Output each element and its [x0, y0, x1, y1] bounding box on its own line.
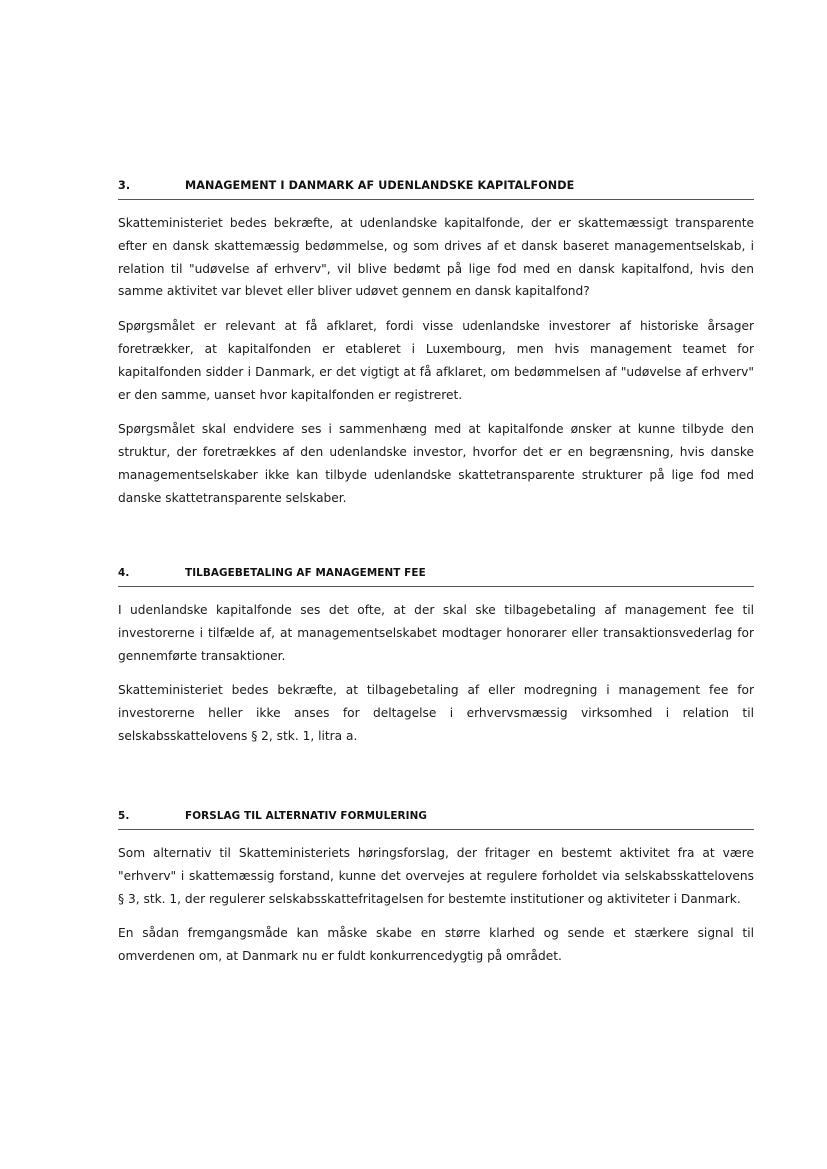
- section-title: FORSLAG TIL ALTERNATIV FORMULERING: [185, 810, 428, 822]
- paragraph: Skatteministeriet bedes bekræfte, at udenlandske kapitalfonde, der er skattemæssigt transparente efter en dansk skattemæssig bedømmelse, og som drives af et dansk baseret managementselskab, i relation til "udøvelse af erhverv", vil blive bedømt på lige fod med en dansk kapitalfond, hvis den samme aktivitet var blevet eller bliver udøvet gennem en dansk kapitalfond?: [118, 216, 754, 299]
- section-number: 5.: [118, 810, 130, 822]
- section-title: TILBAGEBETALING AF MANAGEMENT FEE: [185, 567, 426, 579]
- paragraph: Spørgsmålet er relevant at få afklaret, fordi visse udenlandske investorer af historiske årsager foretrækker, at kapitalfonden er etableret i Luxembourg, men hvis management teamet for kapitalfonden sidder i Danmark, er det vigtigt at få afklaret, om bedømmelsen af "udøvelse af erhverv" er den samme, uanset hvor kapitalfonden er registreret.: [118, 319, 754, 402]
- paragraph: I udenlandske kapitalfonde ses det ofte, at der skal ske tilbagebetaling af management fee til investorerne i tilfælde af, at managementselskabet modtager honorarer eller transaktionsvederlag for gennemførte transaktioner.: [118, 603, 754, 663]
- paragraph: Spørgsmålet skal endvidere ses i sammenhæng med at kapitalfonde ønsker at kunne tilbyde den struktur, der foretrækkes af den udenlandske investor, hvorfor det er en begrænsning, hvis danske managementselskaber ikke kan tilbyde udenlandske skattetransparente strukturer på lige fod med danske skattetransparente selskaber.: [118, 422, 754, 505]
- section-body: [118, 842, 754, 968]
- paragraph: Skatteministeriet bedes bekræfte, at tilbagebetaling af eller modregning i management fee for investorerne heller ikke anses for deltagelse i erhvervsmæssig virksomhed i relation til selskabsskattelovens § 2, stk. 1, litra a.: [118, 683, 754, 743]
- section-heading: [118, 567, 754, 587]
- section-4: [118, 567, 754, 748]
- section-number: 3.: [118, 179, 131, 192]
- paragraph: Som alternativ til Skatteministeriets høringsforslag, der fritager en bestemt aktivitet fra at være "erhverv" i skattemæssig forstand, kunne det overvejes at regulere forholdet via selskabsskattelovens § 3, stk. 1, der regulerer selskabsskattefritagelsen for bestemte institutioner og aktiviteter i Danmark.: [118, 846, 754, 906]
- section-5: [118, 810, 754, 968]
- section-3: [118, 180, 754, 510]
- section-title: MANAGEMENT I DANMARK AF UDENLANDSKE KAPITALFONDE: [185, 179, 575, 192]
- section-number: 4.: [118, 567, 130, 579]
- paragraph: En sådan fremgangsmåde kan måske skabe en større klarhed og sende et stærkere signal til omverdenen om, at Danmark nu er fuldt konkurrencedygtig på området.: [118, 926, 754, 964]
- section-body: [118, 599, 754, 748]
- section-heading: [118, 180, 754, 200]
- section-body: [118, 212, 754, 510]
- section-heading: [118, 810, 754, 830]
